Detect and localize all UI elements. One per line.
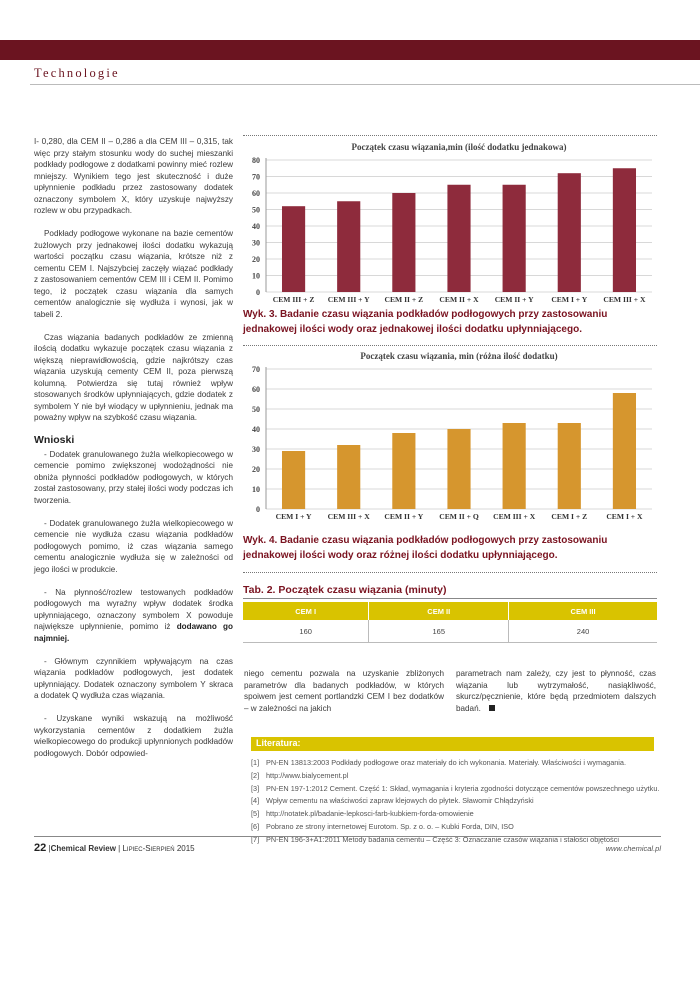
y-tick-label: 0 (256, 288, 260, 297)
issue-date: Lipiec-Sierpień 2015 (122, 844, 195, 853)
reference-link[interactable]: http://notatek.pl/badanie-lepkosci-farb-kubkiem-forda-omowienie (266, 809, 474, 819)
y-tick-label: 30 (252, 445, 260, 454)
y-tick-label: 60 (252, 385, 260, 394)
y-tick-label: 10 (252, 271, 260, 281)
reference-item (251, 783, 661, 796)
x-tick-label: CEM III + X (327, 512, 370, 521)
reference-item (251, 795, 661, 808)
reference-number: [2] (251, 770, 260, 780)
conclusion-4: - Głównym czynnikiem wpływającym na czas wiązania podkładów podłogowych, jest dodatek upłynniający. Dodatek oznaczony symbolem Y skraca a dodatek Q wydłuża czas wiązania. (34, 656, 233, 700)
table-cell: 240 (509, 620, 657, 643)
conclusion-3-bold: dodawano go najmniej. (34, 622, 233, 643)
bar (558, 173, 581, 292)
y-tick-label: 20 (252, 465, 260, 474)
y-tick-label: 70 (252, 172, 260, 182)
reference-item (251, 770, 661, 783)
y-tick-label: 0 (256, 505, 260, 514)
x-tick-label: CEM II + Q (439, 512, 479, 521)
table-cell: 160 (243, 620, 369, 643)
table-header-row (243, 602, 657, 620)
section-title: Technologie (34, 66, 120, 80)
reference-number: [1] (251, 758, 260, 767)
y-tick-label: 40 (252, 222, 260, 231)
reference-list (251, 757, 661, 847)
section-rule (30, 84, 700, 85)
table-header: CEM II (369, 602, 509, 620)
x-tick-label: CEM I + Y (275, 512, 312, 521)
x-tick-label: CEM II + X (439, 295, 479, 304)
right-paragraph-text: parametrach nam zależy, czy jest to płynność, czas wiązania lub wytrzymałość, nasiąkliwość, skurcz/pęcznienie, które będą przedmiotem dalszych badań. (456, 669, 656, 713)
reference-text: PN-EN 13813:2003 Podkłady podłogowe oraz materiały do ich wykonania. Materiały. Właściwości i wymagania. (266, 758, 627, 767)
x-tick-label: CEM I + Y (551, 295, 588, 304)
fig4-bottom-rule (243, 572, 657, 573)
footer-separator: | (115, 844, 123, 853)
middle-paragraph: niego cementu pozwala na uzyskanie zbliżonych parametrów dla badanych podkładów, w których spoiwem jest cement portlandzki CEM I bez dodatków – w zależności na jakich (244, 669, 444, 713)
bar (337, 201, 360, 292)
y-tick-label: 10 (252, 485, 260, 494)
paragraph-3: Czas wiązania badanych podkładów ze zmienną ilością dodatku wykazuje początek czasu wiązania z większą nieprawidłowością, gdzie najkrótszy czas wiązania uzyskują cementy CEM II, poza pierwszą kolumną. Potwierdza się tutaj również wpływ stosowanych środków upłynniających, gdzie dodatek z symbolem Y nie był wiodący w upłynnieniu, jednak ma poważny wpływ na szybkość czasu wiązania. (34, 332, 233, 422)
table-title-rule (243, 598, 657, 599)
x-tick-label: CEM II + Z (384, 295, 424, 304)
x-tick-label: CEM I + Z (551, 512, 588, 521)
x-tick-label: CEM I + X (606, 512, 643, 521)
reference-text: Pobrano ze strony internetowej Eurotom. Sp. z o. o. – Kubki Forda, DIN, ISO (266, 821, 514, 831)
conclusion-3-text: - Na płynność/rozlew testowanych podkładów podłogowych ma wyraźny wpływ dodatek środka upłynniającego, oznaczony symbolem X powoduje największe upłynnienie, pomimo iż (34, 587, 233, 631)
chart-fig3-svg (240, 138, 660, 306)
paragraph-2: Podkłady podłogowe wykonane na bazie cementów żużlowych przy jednakowej ilości dodatku wykazują wartości początku czasu wiązania, krótsze niż z cementu CEM I. Najszybciej zaczęły wiązać podkłady z zastosowaniem cementów CEM III i CEM II. Pomimo tego, iż początek czasu wiązania dla samych cementów analogicznie się wydłuża i wynosi, jak w tabeli 2. (34, 229, 233, 319)
literature-title: Literatura: (256, 738, 301, 748)
header-bar (0, 40, 700, 60)
bar (282, 451, 305, 509)
bar (503, 423, 526, 509)
website-link[interactable]: www.chemical.pl (605, 844, 661, 853)
reference-text: PN-EN 196-3+A1:2011 Metody badania cementu – Część 3: Oznaczanie czasów wiązania i stałości objętości (266, 834, 619, 844)
fig3-caption: Wyk. 3. Badanie czasu wiązania podkładów podłogowych przy zastosowaniu jednakowej ilości wody oraz jednakowej ilości dodatku upłynniającego. (243, 309, 608, 335)
reference-item (251, 757, 661, 770)
middle-column (244, 668, 444, 726)
chart-fig4-svg (240, 347, 660, 523)
chart-fig4 (240, 347, 660, 523)
reference-number: [4] (251, 796, 260, 806)
bar (503, 185, 526, 292)
conclusion-2: - Dodatek granulowanego żużla wielkopiecowego w cemencie nie wydłuża czasu wiązania podkładów podłogowych pomimo, iż czas wiązania samego cementu analogicznie wydłuża się w zależności od jego ilości w produkcie. (34, 518, 233, 574)
x-tick-label: CEM III + X (603, 295, 646, 304)
page-number: 22 (34, 842, 47, 854)
bar (558, 423, 581, 509)
reference-number: [6] (251, 821, 260, 831)
reference-text: Wpływ cementu na właściwości zapraw klejowych do płytek. Sławomir Chłądzyński (266, 796, 534, 806)
table-header: CEM III (509, 602, 657, 620)
reference-number: [7] (251, 834, 260, 844)
bar (613, 168, 636, 292)
fig4-caption: Wyk. 4. Badanie czasu wiązania podkładów podłogowych przy zastosowaniu jednakowej ilości wody oraz różnej ilości dodatku upłynniającego. (243, 535, 608, 561)
right-paragraph (456, 668, 656, 714)
reference-link[interactable]: http://www.bialycement.pl (266, 770, 349, 780)
left-column (34, 136, 233, 771)
paragraph-1: I- 0,280, dla CEM II – 0,286 a dla CEM III – 0,315, tak więc przy stałym stosunku wody do suchej mieszanki podkłady podłogowe z dodatkami powinny mieć rozlew mniejszy. Wynikiem tego jest skuteczność i duże upłynnienie podkładu przez zastosowany dodatek oznaczony symbolem X, który uzyskuje najwyższy rozlew w obu przypadkach. (34, 137, 233, 215)
reference-text: PN-EN 197-1:2012 Cement. Część 1: Skład, wymagania i kryteria zgodności dotyczące cementów powszechnego użytku. (266, 783, 660, 793)
bar (613, 393, 636, 509)
right-column (456, 668, 656, 726)
y-tick-label: 20 (252, 255, 260, 264)
table-cell: 165 (369, 620, 509, 643)
chart-title: Początek czasu wiązania,min (ilość dodatku jednakowa) (351, 142, 567, 152)
x-tick-label: CEM III + X (493, 512, 536, 521)
bar (282, 206, 305, 292)
y-tick-label: 70 (252, 365, 260, 374)
footer-rule (34, 836, 661, 837)
table-header: CEM I (243, 602, 369, 620)
reference-item (251, 808, 661, 821)
bar (392, 193, 415, 292)
fig3-top-rule (243, 135, 657, 136)
table-title: Tab. 2. Początek czasu wiązania (minuty) (243, 584, 447, 596)
reference-number: [5] (251, 809, 260, 819)
magazine-name: Chemical Review (50, 844, 116, 853)
fig4-top-rule (243, 345, 657, 346)
y-tick-label: 40 (252, 425, 260, 434)
y-tick-label: 30 (252, 238, 260, 248)
bar (392, 433, 415, 509)
conclusion-1: - Dodatek granulowanego żużla wielkopiecowego w cemencie pomimo zwiększonej wodożądności nie obniża płynności podkładów podłogowych, w których został zastosowany, przy stałej ilości wody podczas ich tworzenia. (34, 449, 233, 505)
y-tick-label: 50 (252, 205, 260, 215)
chart-title: Początek czasu wiązania, min (różna ilość dodatku) (360, 351, 558, 361)
x-tick-label: CEM III + Y (327, 295, 370, 304)
end-mark-icon (489, 705, 495, 711)
conclusions-heading: Wnioski (34, 434, 75, 446)
y-tick-label: 60 (252, 189, 260, 198)
y-tick-label: 50 (252, 405, 260, 414)
setting-time-table (243, 602, 657, 643)
bar (337, 445, 360, 509)
x-tick-label: CEM III + Z (272, 295, 315, 304)
table-row (243, 620, 657, 643)
bar (447, 429, 470, 509)
footer-separator: | (48, 844, 51, 853)
y-tick-label: 80 (252, 156, 260, 165)
footer-left (34, 842, 195, 854)
x-tick-label: CEM II + Y (494, 295, 534, 304)
conclusion-3 (34, 587, 233, 645)
conclusion-5: - Uzyskane wyniki wskazują na możliwość wykorzystania cementów z dodatkiem żużla wielkopiecowego do produkcji upłynnionych podkładów podłogowych. Dobór odpowied- (34, 714, 233, 758)
literature-header-bar (251, 737, 654, 751)
reference-number: [3] (251, 783, 260, 793)
reference-item (251, 821, 661, 834)
bar (447, 185, 470, 292)
chart-fig3 (240, 138, 660, 306)
x-tick-label: CEM II + Y (384, 512, 424, 521)
